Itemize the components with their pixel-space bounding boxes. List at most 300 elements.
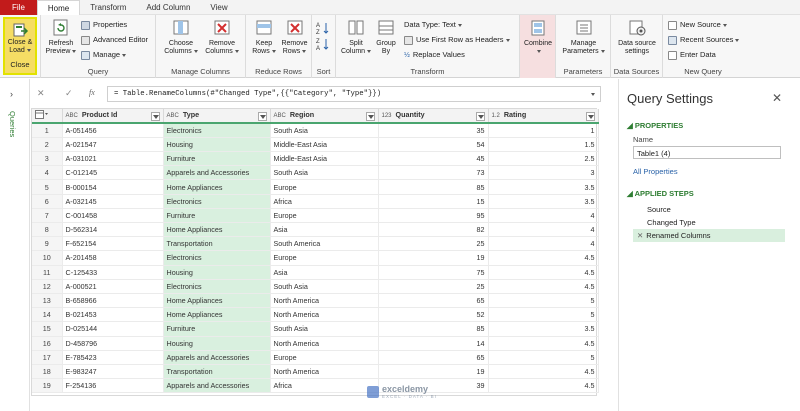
query-settings-pane xyxy=(618,79,800,411)
row-number[interactable]: 16 xyxy=(32,336,62,350)
column-header-label: Region xyxy=(289,110,315,120)
step-renamed-columns[interactable] xyxy=(633,229,785,242)
remove-columns-icon xyxy=(212,18,232,38)
table-cell[interactable]: 4.5 xyxy=(488,364,598,378)
row-number[interactable]: 7 xyxy=(32,208,62,222)
combine-button[interactable] xyxy=(522,18,554,56)
table-cell[interactable]: B-658966 xyxy=(62,293,163,307)
name-label: Name xyxy=(633,135,654,144)
table-row[interactable] xyxy=(32,308,598,322)
delete-step-icon[interactable]: ✕ xyxy=(637,231,644,240)
chevron-down-icon xyxy=(235,50,239,53)
chevron-down-icon[interactable] xyxy=(591,93,595,96)
tab-file[interactable]: File xyxy=(0,0,37,15)
table-cell[interactable]: 19 xyxy=(378,251,488,265)
applied-steps-header: APPLIED STEPS xyxy=(634,189,694,198)
manage-parameters-icon xyxy=(574,18,594,38)
properties-section[interactable] xyxy=(627,121,683,130)
chevron-down-icon xyxy=(723,24,727,27)
column-header-label: Type xyxy=(182,110,200,120)
table-cell[interactable]: 3.5 xyxy=(488,194,598,208)
manage-label: Manage xyxy=(93,50,121,59)
table-cell[interactable]: Furniture xyxy=(163,208,270,222)
close-icon[interactable]: ✕ xyxy=(771,91,782,105)
formula-input[interactable] xyxy=(107,86,601,102)
table-cell[interactable]: Africa xyxy=(270,194,378,208)
filter-dropdown-icon[interactable] xyxy=(151,112,160,121)
table-cell[interactable]: North America xyxy=(270,293,378,307)
keep-rows-button[interactable] xyxy=(249,18,279,56)
first-row-headers-icon xyxy=(404,36,413,45)
table-cell[interactable]: 4.5 xyxy=(488,379,598,393)
close-group xyxy=(0,15,41,78)
watermark-text: exceldemy xyxy=(382,384,429,394)
table-cell[interactable]: Europe xyxy=(270,208,378,222)
column-type-icon[interactable]: ABC xyxy=(65,113,78,120)
data-preview-grid xyxy=(31,108,597,399)
close-and-load-button[interactable] xyxy=(3,17,37,75)
table-cell[interactable]: C-012145 xyxy=(62,166,163,180)
tab-home[interactable]: Home xyxy=(37,0,80,15)
table-cell[interactable]: 3 xyxy=(488,166,598,180)
use-first-row-headers-button[interactable] xyxy=(404,34,510,45)
column-header[interactable] xyxy=(62,109,163,123)
recent-sources-icon xyxy=(668,36,677,45)
tab-transform[interactable]: Transform xyxy=(90,3,127,12)
table-cell[interactable]: 5 xyxy=(488,308,598,322)
table-cell[interactable]: Home Appliances xyxy=(163,293,270,307)
chevron-down-icon xyxy=(735,39,739,42)
manage-button[interactable] xyxy=(81,49,126,60)
table-menu-icon[interactable] xyxy=(32,109,62,123)
table-cell[interactable]: 5 xyxy=(488,293,598,307)
manage-columns-group xyxy=(156,15,246,78)
table-cell[interactable]: 5 xyxy=(488,350,598,364)
table-cell[interactable]: E-785423 xyxy=(62,350,163,364)
column-header[interactable] xyxy=(378,109,488,123)
recent-sources-label: Recent Sources xyxy=(680,35,734,44)
query-settings-title: Query Settings xyxy=(627,91,713,106)
choose-columns-button[interactable] xyxy=(161,18,201,56)
replace-values-button[interactable] xyxy=(404,49,465,60)
properties-icon xyxy=(81,21,90,30)
table-cell[interactable]: Apparels and Accessories xyxy=(163,350,270,364)
table-cell[interactable]: 54 xyxy=(378,137,488,151)
table-cell[interactable]: North America xyxy=(270,364,378,378)
filter-dropdown-icon[interactable] xyxy=(258,112,267,121)
table-cell[interactable]: 39 xyxy=(378,379,488,393)
queries-pane xyxy=(0,79,30,411)
parameters-group xyxy=(556,15,611,78)
table-cell[interactable]: Apparels and Accessories xyxy=(163,379,270,393)
sort-group-label: Sort xyxy=(316,67,331,76)
table-cell[interactable]: Furniture xyxy=(163,152,270,166)
table-cell[interactable]: 3.5 xyxy=(488,322,598,336)
data-type-dropdown[interactable] xyxy=(404,19,462,30)
table-cell[interactable]: 35 xyxy=(378,123,488,137)
step-changed-type[interactable]: Changed Type xyxy=(647,218,696,227)
table-cell[interactable]: 19 xyxy=(378,364,488,378)
table-cell[interactable]: 3.5 xyxy=(488,180,598,194)
table-cell[interactable]: 4.5 xyxy=(488,336,598,350)
row-number[interactable]: 11 xyxy=(32,265,62,279)
table-cell[interactable]: A-051456 xyxy=(62,123,163,137)
manage-parameters-button[interactable] xyxy=(559,18,608,56)
remove-columns-label: Remove xyxy=(208,40,236,47)
table-cell[interactable]: Asia xyxy=(270,265,378,279)
table-cell[interactable]: 75 xyxy=(378,265,488,279)
table-cell[interactable]: North America xyxy=(270,336,378,350)
table-row[interactable] xyxy=(32,180,598,194)
advanced-editor-label: Advanced Editor xyxy=(93,35,149,44)
table-cell[interactable]: 4 xyxy=(488,237,598,251)
recent-sources-button[interactable] xyxy=(668,34,739,45)
table-row[interactable] xyxy=(32,223,598,237)
table-cell[interactable]: South Asia xyxy=(270,322,378,336)
data-sources-group-label: Data Sources xyxy=(613,67,660,76)
group-by-button[interactable] xyxy=(372,18,400,56)
keep-rows-label-2: Rows xyxy=(252,48,270,55)
first-row-headers-label: Use First Row as Headers xyxy=(416,35,504,44)
watermark xyxy=(367,385,437,399)
row-number[interactable]: 6 xyxy=(32,194,62,208)
split-column-button[interactable] xyxy=(340,18,372,56)
table-cell[interactable]: E-983247 xyxy=(62,364,163,378)
table-cell[interactable]: Home Appliances xyxy=(163,308,270,322)
remove-rows-label: Remove xyxy=(281,40,308,47)
table-cell[interactable]: Housing xyxy=(163,137,270,151)
refresh-preview-button[interactable] xyxy=(44,18,78,56)
row-number[interactable]: 3 xyxy=(32,152,62,166)
properties-label: Properties xyxy=(93,20,128,29)
table-row[interactable] xyxy=(32,364,598,378)
table-cell[interactable]: 1 xyxy=(488,123,598,137)
choose-columns-label: Choose xyxy=(168,40,194,47)
table-row[interactable] xyxy=(32,137,598,151)
table-cell[interactable]: C-001458 xyxy=(62,208,163,222)
chevron-down-icon xyxy=(458,24,462,27)
split-column-icon xyxy=(346,18,366,38)
table-row[interactable] xyxy=(32,350,598,364)
row-number[interactable]: 14 xyxy=(32,308,62,322)
filter-dropdown-icon[interactable] xyxy=(366,112,375,121)
combine-label: Combine xyxy=(523,40,552,47)
table-cell[interactable]: C-125433 xyxy=(62,265,163,279)
table-cell[interactable]: Asia xyxy=(270,223,378,237)
table-cell[interactable]: A-032145 xyxy=(62,194,163,208)
table-cell[interactable]: South Asia xyxy=(270,166,378,180)
queries-pane-label[interactable]: Queries xyxy=(8,111,17,138)
commit-formula-icon[interactable]: ✓ xyxy=(65,88,73,98)
properties-header: PROPERTIES xyxy=(634,121,684,130)
table-cell[interactable]: Electronics xyxy=(163,251,270,265)
data-source-label: Data source xyxy=(618,40,656,47)
close-load-icon xyxy=(12,22,28,38)
table-cell[interactable]: 1.5 xyxy=(488,137,598,151)
table-cell[interactable]: 4 xyxy=(488,223,598,237)
row-number[interactable]: 10 xyxy=(32,251,62,265)
table-row[interactable] xyxy=(32,208,598,222)
table-cell[interactable]: 65 xyxy=(378,293,488,307)
row-number[interactable]: 18 xyxy=(32,364,62,378)
triangle-icon: ◢ xyxy=(627,121,635,130)
reduce-rows-group xyxy=(246,15,312,78)
enter-data-icon xyxy=(668,51,677,60)
combine-icon xyxy=(528,18,548,38)
row-number[interactable]: 17 xyxy=(32,350,62,364)
manage-icon xyxy=(81,51,90,60)
table-cell[interactable]: Electronics xyxy=(163,123,270,137)
applied-steps-section[interactable] xyxy=(627,189,694,198)
chevron-down-icon xyxy=(72,50,76,53)
split-column-label-2: Column xyxy=(340,48,366,55)
table-cell[interactable]: Home Appliances xyxy=(163,180,270,194)
table-row[interactable] xyxy=(32,251,598,265)
data-source-label-2: settings xyxy=(624,48,650,55)
chevron-down-icon xyxy=(601,50,605,53)
sort-ascending-icon[interactable] xyxy=(316,21,330,37)
svg-text:A: A xyxy=(316,46,321,52)
table-cell[interactable]: Housing xyxy=(163,336,270,350)
svg-text:Z: Z xyxy=(316,39,320,45)
table-cell[interactable]: Europe xyxy=(270,251,378,265)
table-row[interactable] xyxy=(32,336,598,350)
query-name-input[interactable]: Table1 (4) xyxy=(633,146,781,159)
table-row[interactable] xyxy=(32,194,598,208)
table-cell[interactable]: Europe xyxy=(270,180,378,194)
combine-group xyxy=(520,15,556,78)
row-number[interactable]: 4 xyxy=(32,166,62,180)
table-cell[interactable]: D-458796 xyxy=(62,336,163,350)
data-source-settings-button[interactable] xyxy=(613,18,661,56)
chevron-down-icon xyxy=(367,50,371,53)
table-cell[interactable]: Middle-East Asia xyxy=(270,152,378,166)
table-cell[interactable]: South Asia xyxy=(270,123,378,137)
table-cell[interactable]: 82 xyxy=(378,223,488,237)
tab-view[interactable]: View xyxy=(210,3,228,12)
table-cell[interactable]: 25 xyxy=(378,279,488,293)
close-group-label: Close xyxy=(10,60,30,69)
chevron-down-icon xyxy=(506,39,510,42)
chevron-down-icon xyxy=(122,54,126,57)
formula-bar xyxy=(31,86,601,102)
new-query-group xyxy=(663,15,743,78)
table-cell[interactable]: 85 xyxy=(378,180,488,194)
close-load-label-2: Load xyxy=(9,47,25,54)
table-cell[interactable]: 2.5 xyxy=(488,152,598,166)
refresh-label-2: Preview xyxy=(45,48,71,55)
new-source-label: New Source xyxy=(680,20,721,29)
fx-icon[interactable]: fx xyxy=(89,88,95,97)
row-number[interactable]: 12 xyxy=(32,279,62,293)
table-cell[interactable]: 65 xyxy=(378,350,488,364)
manage-parameters-label-2: Parameters xyxy=(562,48,599,55)
query-group xyxy=(41,15,156,78)
table-cell[interactable]: A-201458 xyxy=(62,251,163,265)
table-row[interactable] xyxy=(32,152,598,166)
table-cell[interactable]: F-254136 xyxy=(62,379,163,393)
new-query-group-label: New Query xyxy=(684,67,722,76)
table-cell[interactable]: Housing xyxy=(163,265,270,279)
manage-columns-label: Manage Columns xyxy=(171,67,230,76)
table-cell[interactable]: B-021453 xyxy=(62,308,163,322)
column-header[interactable] xyxy=(163,109,270,123)
row-number[interactable]: 15 xyxy=(32,322,62,336)
group-by-label-2: By xyxy=(381,48,391,55)
svg-text:A: A xyxy=(316,23,321,29)
table-row[interactable] xyxy=(32,293,598,307)
table-cell[interactable]: 4.5 xyxy=(488,265,598,279)
table-row[interactable] xyxy=(32,379,598,393)
filter-dropdown-icon[interactable] xyxy=(476,112,485,121)
chevron-down-icon xyxy=(194,50,198,53)
table-cell[interactable]: South America xyxy=(270,237,378,251)
table-cell[interactable]: 15 xyxy=(378,194,488,208)
manage-parameters-label: Manage xyxy=(570,40,597,47)
group-by-icon xyxy=(376,18,396,38)
table-cell[interactable]: 25 xyxy=(378,237,488,251)
advanced-editor-button[interactable] xyxy=(81,34,148,45)
table-cell[interactable]: A-031021 xyxy=(62,152,163,166)
column-type-icon[interactable]: 1.2 xyxy=(491,113,500,120)
table-row[interactable] xyxy=(32,265,598,279)
data-sources-group xyxy=(611,15,663,78)
sort-descending-icon[interactable] xyxy=(316,37,330,53)
enter-data-label: Enter Data xyxy=(680,50,716,59)
table-cell[interactable]: D-562314 xyxy=(62,223,163,237)
reduce-rows-label: Reduce Rows xyxy=(255,67,302,76)
table-cell[interactable]: A-021547 xyxy=(62,137,163,151)
column-header[interactable] xyxy=(270,109,378,123)
parameters-group-label: Parameters xyxy=(563,67,603,76)
column-header-label: Rating xyxy=(503,110,527,120)
column-type-icon[interactable]: ABC xyxy=(273,113,286,120)
chevron-down-icon xyxy=(27,49,31,52)
group-by-label: Group xyxy=(376,40,396,47)
filter-dropdown-icon[interactable] xyxy=(586,112,595,121)
table-row[interactable] xyxy=(32,279,598,293)
column-type-icon[interactable]: 123 xyxy=(381,113,392,120)
table-cell[interactable]: Transportation xyxy=(163,364,270,378)
table-cell[interactable]: 73 xyxy=(378,166,488,180)
expand-queries-icon[interactable]: › xyxy=(10,89,13,99)
column-header-label: Product Id xyxy=(81,110,118,120)
remove-columns-button[interactable] xyxy=(202,18,242,56)
table-cell[interactable]: F-652154 xyxy=(62,237,163,251)
table-cell[interactable]: Africa xyxy=(270,379,378,393)
table-cell[interactable]: A-000521 xyxy=(62,279,163,293)
table-cell[interactable]: North America xyxy=(270,308,378,322)
data-type-label: Data Type: Text xyxy=(404,20,456,29)
table-cell[interactable]: Apparels and Accessories xyxy=(163,166,270,180)
column-header[interactable] xyxy=(488,109,598,123)
table-cell[interactable]: B-000154 xyxy=(62,180,163,194)
table-cell[interactable]: 4.5 xyxy=(488,251,598,265)
table-row[interactable] xyxy=(32,322,598,336)
table-cell[interactable]: 45 xyxy=(378,152,488,166)
formula-text: = Table.RenameColumns(#"Changed Type",{{"Category", "Type"}}) xyxy=(114,90,382,98)
ribbon xyxy=(0,15,800,78)
triangle-icon: ◢ xyxy=(627,189,635,198)
advanced-editor-icon xyxy=(81,36,90,45)
step-source[interactable]: Source xyxy=(647,205,671,214)
row-number[interactable]: 1 xyxy=(32,123,62,137)
split-column-label: Split xyxy=(349,40,363,47)
gear-icon xyxy=(627,18,647,38)
table-cell[interactable]: Electronics xyxy=(163,279,270,293)
table-body xyxy=(32,123,598,393)
chevron-down-icon xyxy=(302,50,306,53)
refresh-label: Refresh xyxy=(48,40,74,47)
applied-steps-list xyxy=(633,203,785,242)
all-properties-link[interactable]: All Properties xyxy=(633,167,678,176)
query-group-label: Query xyxy=(87,67,109,76)
table-cell[interactable]: Electronics xyxy=(163,194,270,208)
close-load-label: Close & xyxy=(7,39,33,46)
chevron-down-icon xyxy=(272,50,276,53)
table-cell[interactable]: Transportation xyxy=(163,237,270,251)
keep-rows-icon xyxy=(254,18,274,38)
table-cell[interactable]: 4.5 xyxy=(488,279,598,293)
new-source-button[interactable] xyxy=(668,19,727,30)
keep-rows-label: Keep xyxy=(255,40,273,47)
sort-group xyxy=(312,15,336,78)
choose-columns-icon xyxy=(171,18,191,38)
table-cell[interactable]: Europe xyxy=(270,350,378,364)
table-row[interactable] xyxy=(32,237,598,251)
properties-button[interactable] xyxy=(81,19,127,30)
table-row[interactable] xyxy=(32,166,598,180)
tab-add-column[interactable]: Add Column xyxy=(146,3,191,12)
header-row xyxy=(32,109,598,123)
table-cell[interactable]: Home Appliances xyxy=(163,223,270,237)
table-cell[interactable]: Furniture xyxy=(163,322,270,336)
table-cell[interactable]: 4 xyxy=(488,208,598,222)
column-header-label: Quantity xyxy=(395,110,425,120)
table-cell[interactable]: 14 xyxy=(378,336,488,350)
exceldemy-logo-icon xyxy=(367,386,379,398)
table-cell[interactable]: Middle-East Asia xyxy=(270,137,378,151)
row-number[interactable]: 5 xyxy=(32,180,62,194)
table-cell[interactable]: 95 xyxy=(378,208,488,222)
row-number[interactable]: 13 xyxy=(32,293,62,307)
chevron-down-icon xyxy=(537,50,541,53)
row-number[interactable]: 9 xyxy=(32,237,62,251)
remove-columns-label-2: Columns xyxy=(205,48,233,55)
table-row[interactable] xyxy=(32,123,598,137)
row-number[interactable]: 2 xyxy=(32,137,62,151)
table-cell[interactable]: 85 xyxy=(378,322,488,336)
transform-group-label: Transform xyxy=(410,67,445,76)
row-number[interactable]: 8 xyxy=(32,223,62,237)
row-number[interactable]: 19 xyxy=(32,379,62,393)
table-cell[interactable]: 52 xyxy=(378,308,488,322)
column-type-icon[interactable]: ABC xyxy=(166,113,179,120)
cancel-formula-icon[interactable]: ✕ xyxy=(37,88,45,98)
watermark-subtext: EXCEL · DATA · BI xyxy=(382,394,437,399)
step-renamed-columns-label: Renamed Columns xyxy=(646,231,711,240)
remove-rows-button[interactable] xyxy=(279,18,310,56)
svg-text:Z: Z xyxy=(316,30,320,36)
table-cell[interactable]: South Asia xyxy=(270,279,378,293)
enter-data-button[interactable] xyxy=(668,49,716,60)
table-cell[interactable]: D-025144 xyxy=(62,322,163,336)
new-source-icon xyxy=(668,21,677,30)
ribbon-tab-bar xyxy=(0,0,800,15)
transform-group xyxy=(336,15,520,78)
choose-columns-label-2: Columns xyxy=(164,48,192,55)
remove-rows-label-2: Rows xyxy=(282,48,301,55)
